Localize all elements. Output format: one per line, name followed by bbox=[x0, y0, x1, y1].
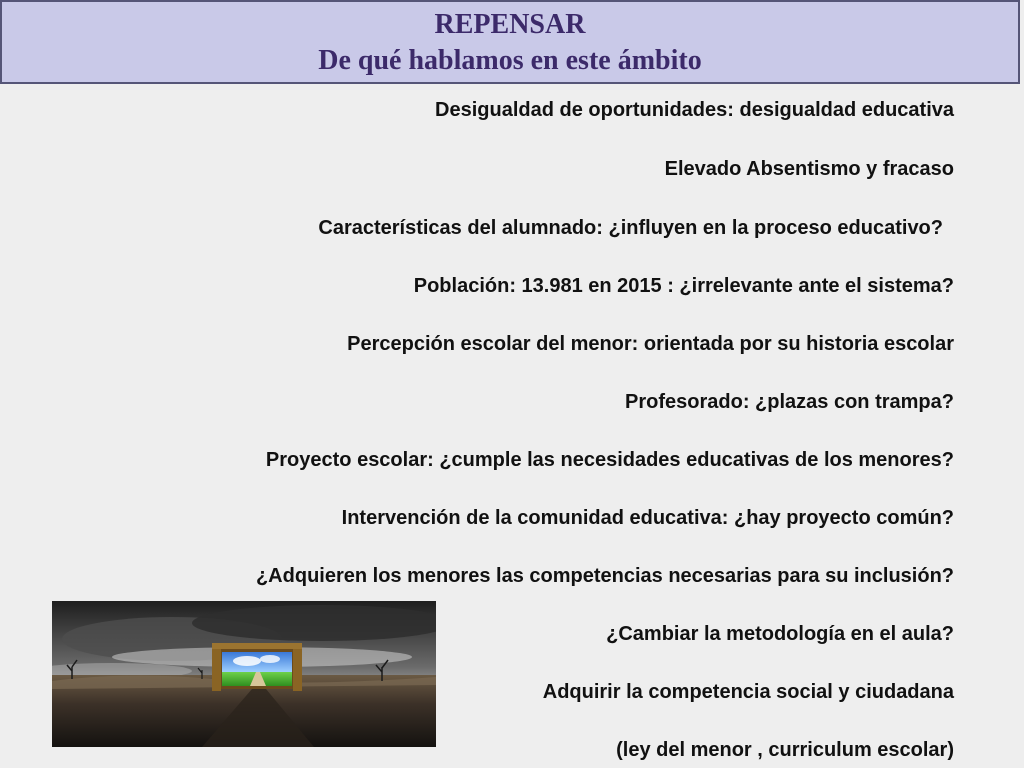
slide-subtitle: De qué hablamos en este ámbito bbox=[318, 45, 702, 76]
content-line-8: Intervención de la comunidad educativa: ¿hay proyecto común? bbox=[341, 507, 954, 529]
content-line-5: Percepción escolar del menor: orientada por su historia escolar bbox=[347, 333, 954, 355]
content-line-6: Profesorado: ¿plazas con trampa? bbox=[625, 391, 954, 413]
content-line-2: Elevado Absentismo y fracaso bbox=[664, 158, 954, 180]
content-line-9: ¿Adquieren los menores las competencias necesarias para su inclusión? bbox=[255, 565, 954, 587]
content-line-4: Población: 13.981 en 2015 : ¿irrelevante ante el sistema? bbox=[413, 275, 954, 297]
slide-title: REPENSAR bbox=[434, 9, 586, 40]
content-line-7: Proyecto escolar: ¿cumple las necesidades educativas de los menores? bbox=[265, 449, 954, 471]
content-line-11: Adquirir la competencia social y ciudadana bbox=[542, 681, 954, 703]
landscape-door-image bbox=[52, 601, 436, 747]
content-line-3: Características del alumnado: ¿influyen en la proceso educativo? bbox=[318, 217, 943, 239]
content-line-1: Desigualdad de oportunidades: desigualdad educativa bbox=[435, 99, 954, 121]
content-line-12: (ley del menor , curriculum escolar) bbox=[616, 739, 954, 761]
content-line-10: ¿Cambiar la metodología en el aula? bbox=[606, 623, 954, 645]
slide-header bbox=[0, 0, 1020, 84]
landscape-door-illustration bbox=[52, 601, 436, 747]
